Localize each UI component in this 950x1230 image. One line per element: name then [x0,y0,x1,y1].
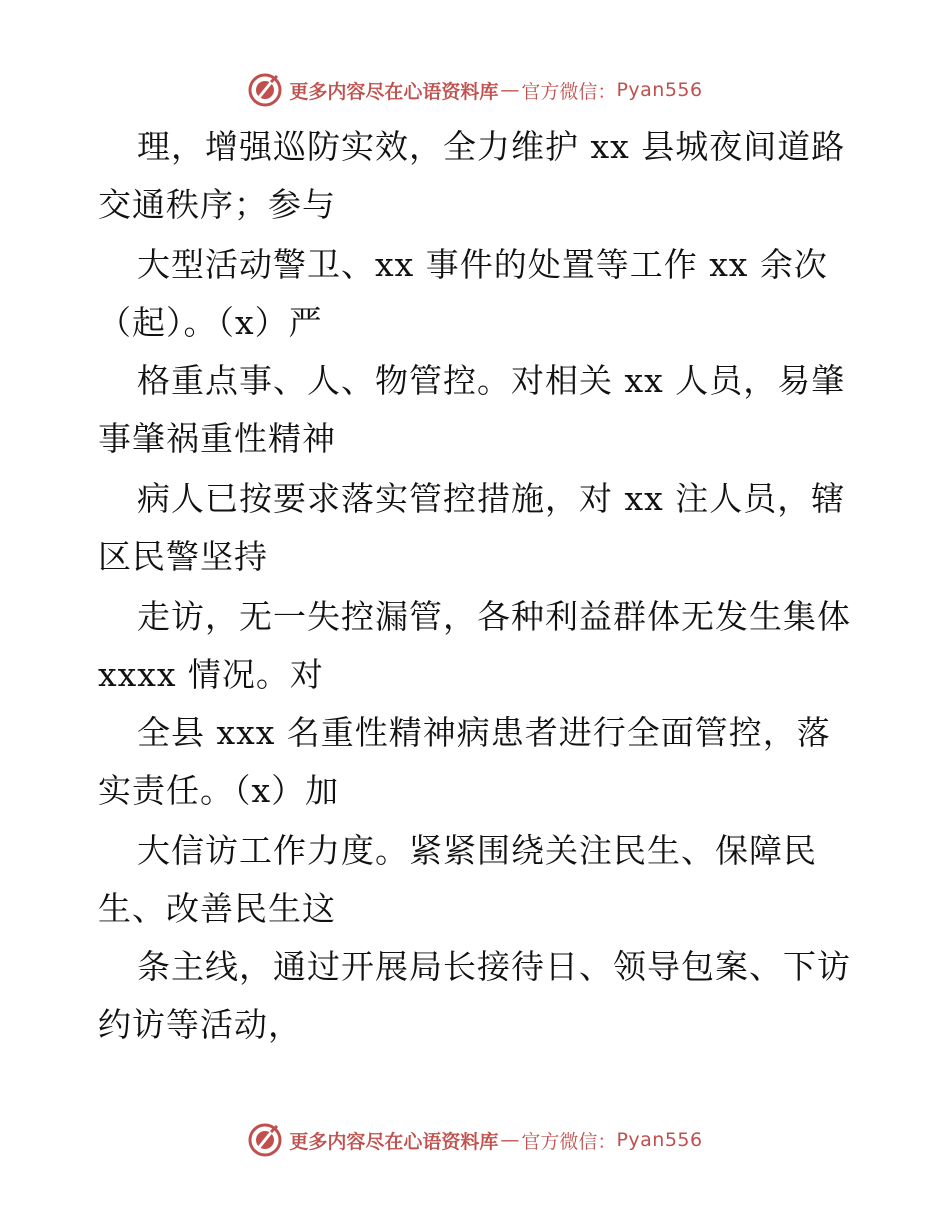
banner-wechat-label: 官方微信： [521,1130,617,1153]
logo-icon [247,72,283,108]
text-line: 全县 xxx 名重性精神病患者进行全面管控，落 [137,713,831,752]
banner-dash: — [500,1129,520,1151]
text-line: 生、改善民生这 [98,889,336,928]
text-line: 理，增强巡防实效，全力维护 xx 县城夜间道路 [137,127,846,166]
text-line: 事肇祸重性精神 [98,419,336,458]
banner-brand: 更多内容尽在心语资料库 [289,80,499,103]
text-line: 条主线，通过开展局长接待日、领导包案、下访 [137,947,851,986]
text-line: 实责任。（x）加 [98,771,340,810]
header-banner [0,70,950,110]
banner-wechat-label: 官方微信： [521,80,617,103]
text-line: xxxx 情况。对 [98,655,324,694]
banner-dash: — [500,79,520,101]
text-line: 大信访工作力度。紧紧围绕关注民生、保障民 [137,831,817,870]
footer-banner [0,1120,950,1160]
text-line: 约访等活动， [98,1005,302,1044]
logo-icon [247,1122,283,1158]
text-line: 大型活动警卫、xx 事件的处置等工作 xx 余次 [137,245,828,284]
text-line: 交通秩序；参与 [98,185,336,224]
banner-brand: 更多内容尽在心语资料库 [289,1130,499,1153]
text-line: 格重点事、人、物管控。对相关 xx 人员，易肇 [137,361,846,400]
text-line: （起）。（x）严 [98,303,323,342]
banner-wechat-id: Pyan556 [616,1129,703,1151]
text-line: 走访，无一失控漏管，各种利益群体无发生集体 [137,597,851,636]
text-line: 区民警坚持 [98,537,268,576]
text-line: 病人已按要求落实管控措施，对 xx 注人员，辖 [137,479,846,518]
banner-wechat-id: Pyan556 [616,79,703,101]
